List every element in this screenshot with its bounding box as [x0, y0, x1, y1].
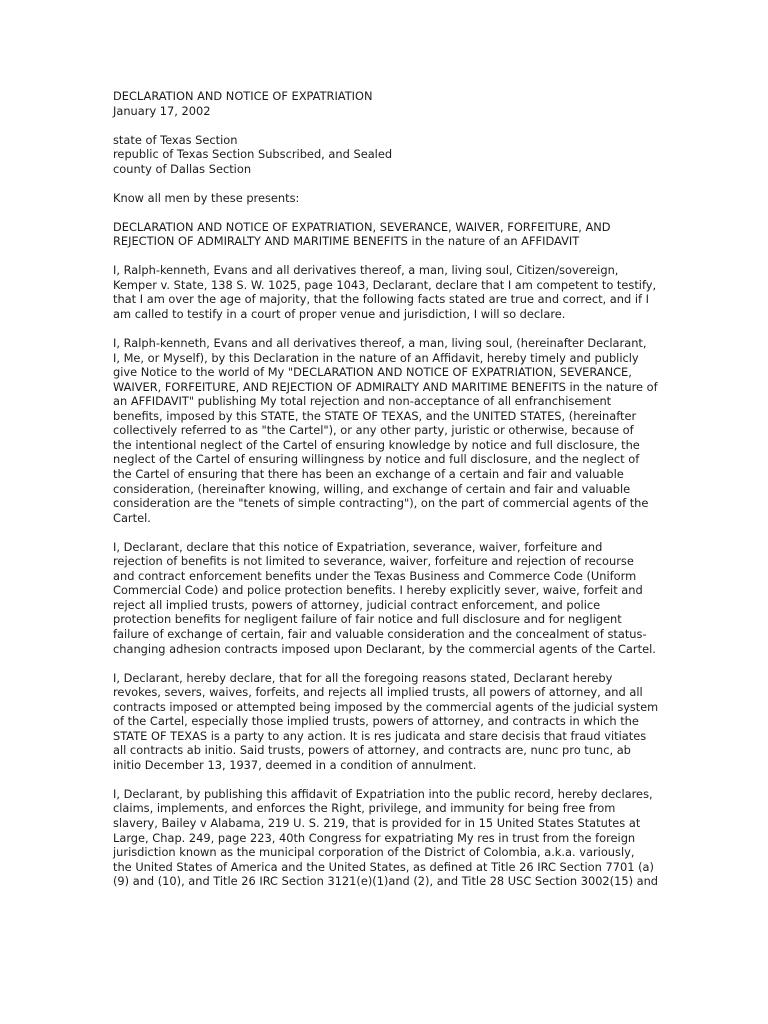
paragraph-line: I, Declarant, hereby declare, that for all the foregoing reasons stated, Declarant hereby: [113, 670, 613, 685]
paragraph-line: STATE OF TEXAS is a party to any action. It is res judicata and stare decisis that fraud vitiates: [113, 728, 647, 743]
paragraph-line: the Cartel of ensuring that there has been an exchange of a certain and fair and valuable: [113, 466, 624, 481]
paragraph-line: collectively referred to as "the Cartel"), or any other party, juristic or otherwise, because of: [113, 423, 634, 438]
paragraph-line: I, Ralph-kenneth, Evans and all derivatives thereof, a man, living soul, (hereinafter Declarant,: [113, 336, 647, 351]
document-header: [113, 89, 658, 118]
paragraph-line: neglect of the Cartel of ensuring willingness by notice and full disclosure, and the neglect of: [113, 452, 640, 467]
paragraph-line: consideration, (hereinafter knowing, willing, and exchange of certain and fair and valuable: [113, 481, 631, 496]
paragraph-line: reject all implied trusts, powers of attorney, judicial contract enforcement, and police: [113, 597, 601, 612]
paragraph-line: contracts imposed or attempted being imposed by the commercial agents of the judicial system: [113, 699, 659, 714]
paragraph-line: revokes, severs, waives, forfeits, and rejects all implied trusts, all powers of attorney, and all: [113, 685, 643, 700]
document-title: DECLARATION AND NOTICE OF EXPATRIATION: [113, 89, 373, 103]
paragraph-line: claims, implements, and enforces the Right, privilege, and immunity for being free from: [113, 801, 616, 816]
paragraph-line: Commercial Code) and police protection benefits. I hereby explicitly sever, waive, forfeit and: [113, 583, 643, 598]
paragraph-line: DECLARATION AND NOTICE OF EXPATRIATION, SEVERANCE, WAIVER, FORFEITURE, AND: [113, 219, 611, 234]
paragraph-line: of the Cartel, especially those implied trusts, powers of attorney, and contracts in which the: [113, 714, 639, 729]
paragraph-line: and contract enforcement benefits under the Texas Business and Commerce Code (Uniform: [113, 568, 637, 583]
preamble-line: Know all men by these presents:: [113, 190, 300, 205]
declaration-heading: [113, 220, 658, 249]
paragraph-line: Large, Chap. 249, page 223, 40th Congress for expatriating My res in trust from the foreign: [113, 830, 636, 845]
paragraph-line: give Notice to the world of My "DECLARATION AND NOTICE OF EXPATRIATION, SEVERANCE,: [113, 365, 632, 380]
paragraph-line: REJECTION OF ADMIRALTY AND MARITIME BENEFITS in the nature of an AFFIDAVIT: [113, 234, 580, 249]
paragraph-line: am called to testify in a court of proper venue and jurisdiction, I will so declare.: [113, 307, 566, 322]
paragraph: [113, 263, 658, 321]
paragraph-line: the United States of America and the United States, as defined at Title 26 IRC Section 7701 (a): [113, 859, 654, 874]
body-paragraphs: [113, 220, 658, 889]
paragraph-line: slavery, Bailey v Alabama, 219 U. S. 219, that is provided for in 15 United States Statutes at: [113, 815, 641, 830]
paragraph: [113, 336, 658, 525]
paragraph: [113, 540, 658, 656]
venue-line: state of Texas Section: [113, 132, 238, 147]
venue-block: [113, 133, 658, 177]
paragraph-line: WAIVER, FORFEITURE, AND REJECTION OF ADMIRALTY AND MARITIME BENEFITS in the nature of: [113, 379, 658, 394]
paragraph-line: Kemper v. State, 138 S. W. 1025, page 1043, Declarant, declare that I am competent to testify,: [113, 277, 657, 292]
paragraph-line: changing adhesion contracts imposed upon Declarant, by the commercial agents of the Cartel.: [113, 641, 656, 656]
preamble: [113, 191, 658, 206]
paragraph-line: initio December 13, 1937, deemed in a condition of annulment.: [113, 757, 477, 772]
paragraph-line: (9) and (10), and Title 26 IRC Section 3121(e)(1)and (2), and Title 28 USC Section 3002(15) and: [113, 874, 659, 889]
paragraph-line: I, Declarant, by publishing this affidavit of Expatriation into the public record, hereby declares,: [113, 786, 653, 801]
paragraph-line: Cartel.: [113, 510, 151, 525]
paragraph-line: benefits, imposed by this STATE, the STATE OF TEXAS, and the UNITED STATES, (hereinafter: [113, 408, 637, 423]
paragraph-line: an AFFIDAVIT" publishing My total rejection and non-acceptance of all enfranchisement: [113, 394, 612, 409]
paragraph-line: I, Ralph-kenneth, Evans and all derivatives thereof, a man, living soul, Citizen/sovereign,: [113, 263, 619, 278]
paragraph-line: I, Declarant, declare that this notice of Expatriation, severance, waiver, forfeiture and: [113, 539, 603, 554]
paragraph-line: protection benefits for negligent failure of fair notice and full disclosure and for negligent: [113, 612, 622, 627]
document-date: January 17, 2002: [113, 103, 211, 118]
paragraph-line: that I am over the age of majority, that the following facts stated are true and correct, and if I: [113, 292, 650, 307]
paragraph-line: the intentional neglect of the Cartel of ensuring knowledge by notice and full disclosure, the: [113, 437, 640, 452]
venue-line: county of Dallas Section: [113, 161, 252, 176]
paragraph-line: rejection of benefits is not limited to severance, waiver, forfeiture and rejection of recourse: [113, 554, 634, 569]
paragraph-line: I, Me, or Myself), by this Declaration in the nature of an Affidavit, hereby timely and publicly: [113, 350, 639, 365]
paragraph-line: all contracts ab initio. Said trusts, powers of attorney, and contracts are, nunc pro tunc, ab: [113, 743, 631, 758]
paragraph-line: jurisdiction known as the municipal corporation of the District of Colombia, a.k.a. variously,: [113, 845, 635, 860]
paragraph: [113, 671, 658, 773]
document-page: [113, 89, 658, 903]
paragraph-line: failure of exchange of certain, fair and valuable consideration and the concealment of status-: [113, 626, 647, 641]
paragraph-line: consideration are the "tenets of simple contracting"), on the part of commercial agents of the: [113, 496, 649, 511]
paragraph: [113, 787, 658, 889]
venue-line: republic of Texas Section Subscribed, and Sealed: [113, 147, 393, 162]
